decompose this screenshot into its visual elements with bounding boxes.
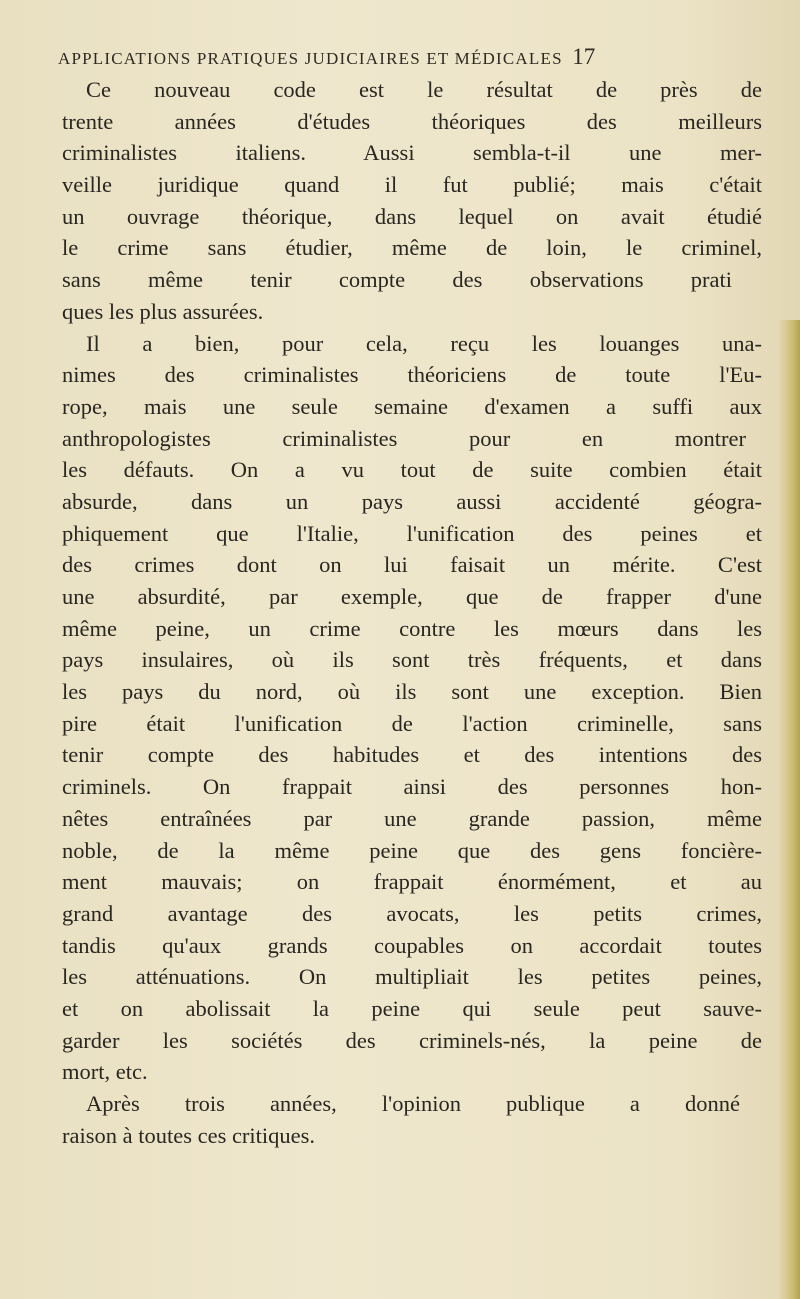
text-line: criminels. On frappait ainsi des personnes hon-	[62, 774, 762, 800]
text-line: ment mauvais; on frappait énormément, et au	[62, 869, 762, 895]
text-line: tenir compte des habitudes et des intentions des	[62, 742, 762, 768]
text-line: un ouvrage théorique, dans lequel on avait étudié	[62, 203, 762, 229]
text-line: noble, de la même peine que des gens foncière-	[62, 837, 762, 863]
text-line: grand avantage des avocats, les petits crimes,	[62, 900, 762, 926]
text-line: Après trois années, l'opinion publique a donné	[86, 1091, 740, 1116]
text-line: tandis qu'aux grands coupables on accordait toutes	[62, 932, 762, 958]
page-edge-shadow	[778, 320, 800, 1299]
text-line: rope, mais une seule semaine d'examen a suffi aux	[62, 393, 762, 419]
text-line: trente années d'études théoriques des meilleurs	[62, 108, 762, 134]
text-line: une absurdité, par exemple, que de frapper d'une	[62, 584, 762, 609]
text-line: ques les plus assurées.	[62, 298, 264, 324]
text-line: veille juridique quand il fut publié; mais c'était	[62, 172, 762, 198]
running-title: APPLICATIONS PRATIQUES JUDICIAIRES ET MÉDICALES	[58, 49, 563, 68]
text-line: les atténuations. On multipliait les petites peines,	[62, 964, 762, 990]
text-line: des crimes dont on lui faisait un mérite. C'est	[62, 552, 762, 578]
text-line: anthropologistes criminalistes pour en montrer	[62, 425, 746, 451]
text-line: et on abolissait la peine qui seule peut sauve-	[62, 995, 762, 1021]
text-line: nêtes entraînées par une grande passion, même	[62, 805, 762, 831]
text-line: criminalistes italiens. Aussi sembla-t-il une mer-	[62, 140, 762, 166]
running-header	[58, 44, 758, 70]
page-number: 17	[572, 44, 596, 69]
text-line: sans même tenir compte des observations prati	[62, 267, 732, 293]
text-line: pays insulaires, où ils sont très fréquents, et dans	[62, 647, 762, 673]
text-line: phiquement que l'Italie, l'unification des peines et	[62, 520, 762, 546]
text-line: Ce nouveau code est le résultat de près de	[86, 77, 762, 102]
text-line: même peine, un crime contre les mœurs dans les	[62, 615, 762, 641]
text-line: mort, etc.	[62, 1059, 148, 1085]
text-line: le crime sans étudier, même de loin, le criminel,	[62, 235, 762, 261]
text-line: absurde, dans un pays aussi accidenté géogra-	[62, 488, 762, 514]
text-line: nimes des criminalistes théoriciens de toute l'Eu-	[62, 362, 762, 388]
text-line: les défauts. On a vu tout de suite combien était	[62, 457, 762, 483]
text-line: pire était l'unification de l'action criminelle, sans	[62, 710, 762, 736]
body-text	[62, 74, 762, 1151]
text-line: garder les sociétés des criminels-nés, la peine de	[62, 1027, 762, 1053]
text-line: raison à toutes ces critiques.	[62, 1122, 316, 1148]
text-line: les pays du nord, où ils sont une exception. Bien	[62, 679, 762, 705]
text-line: Il a bien, pour cela, reçu les louanges una-	[86, 330, 762, 356]
